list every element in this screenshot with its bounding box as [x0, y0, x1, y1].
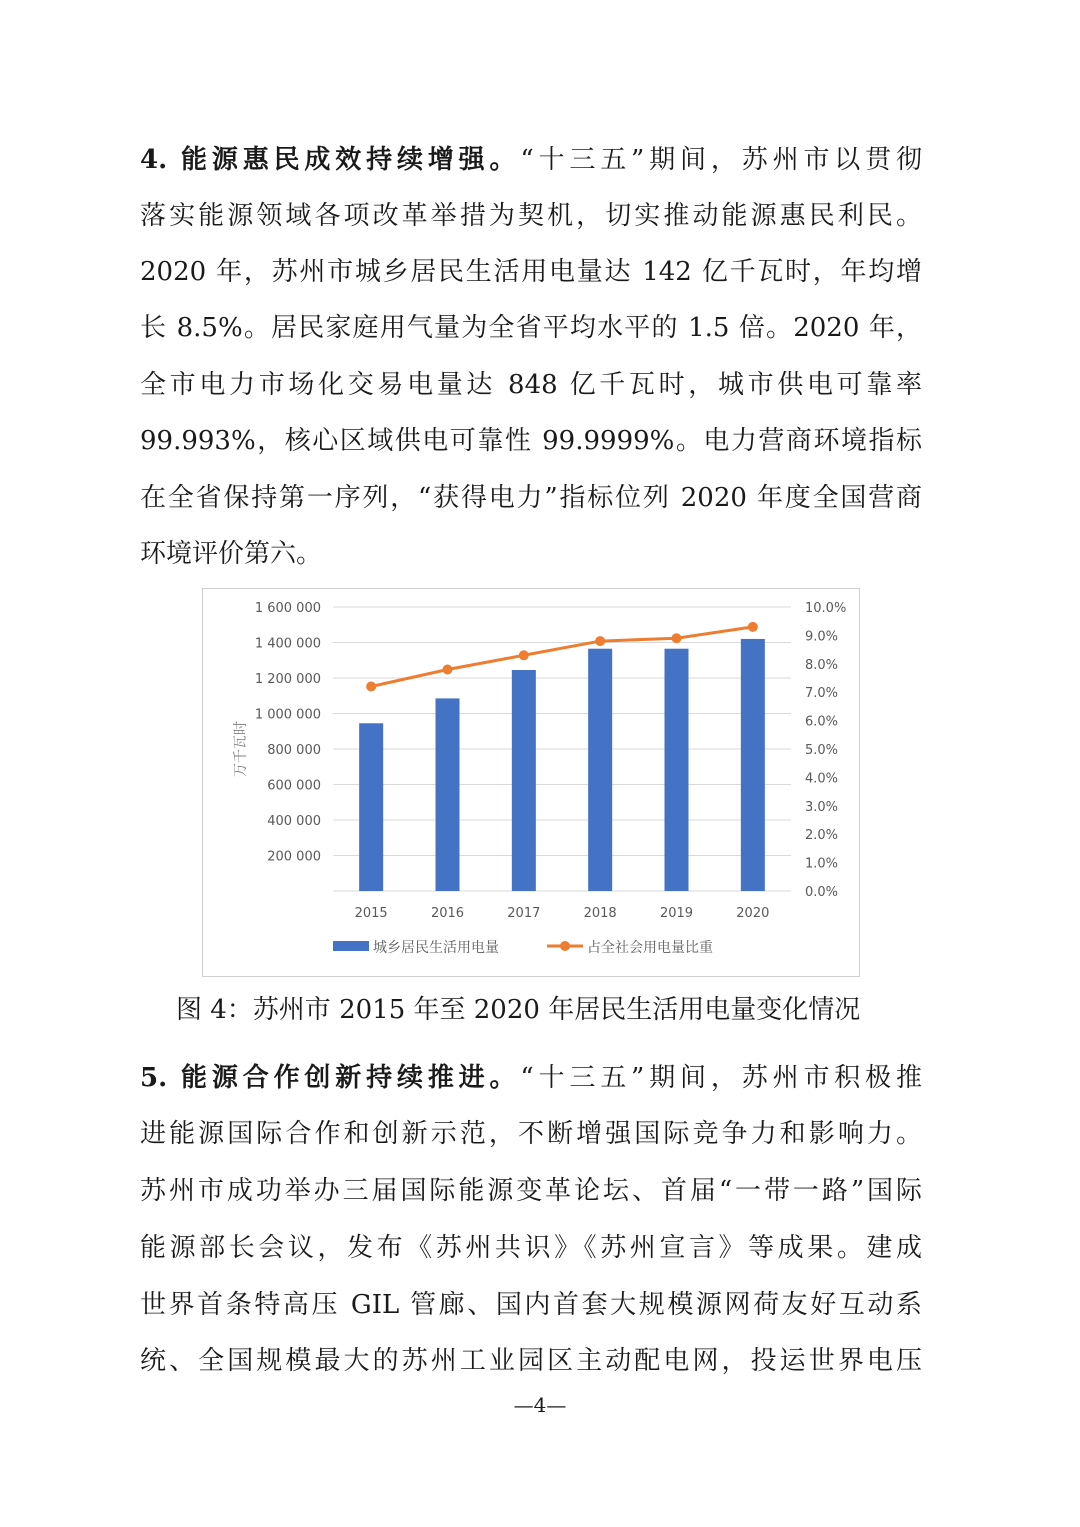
- text-line: 进能源国际合作和创新示范，不断增强国际竞争力和影响力。: [140, 1119, 922, 1149]
- bar: [665, 649, 689, 891]
- y2-tick-label: 3.0%: [805, 799, 839, 815]
- figure-caption: 图 4：苏州市 2015 年至 2020 年居民生活用电量变化情况: [176, 995, 861, 1025]
- y2-tick-label: 8.0%: [805, 657, 839, 673]
- page-number: —4—: [513, 1393, 567, 1417]
- y2-tick-label: 6.0%: [805, 714, 839, 730]
- x-tick-label: 2019: [659, 906, 694, 921]
- line-point: [366, 682, 376, 692]
- text-line: 落实能源领域各项改革举措为契机，切实推动能源惠民利民。: [140, 201, 922, 231]
- chart-canvas: [203, 589, 859, 976]
- text-line: 99.993%，核心区域供电可靠性 99.9999%。电力营商环境指标: [140, 426, 922, 456]
- text-line: 5. 能源合作创新持续推进。“十三五”期间，苏州市积极推: [140, 1063, 922, 1093]
- line-point: [519, 650, 529, 660]
- text-line: 长 8.5%。居民家庭用气量为全省平均水平的 1.5 倍。2020 年，: [140, 313, 922, 343]
- y-tick-label: 800 000: [267, 743, 321, 758]
- y2-tick-label: 1.0%: [805, 856, 839, 872]
- y2-tick-label: 2.0%: [805, 828, 839, 844]
- y-tick-label: 600 000: [267, 778, 321, 794]
- bar: [512, 670, 536, 891]
- bar: [741, 639, 765, 891]
- section-heading: 4. 能源惠民成效持续增强。: [140, 145, 521, 175]
- y2-tick-label: 7.0%: [805, 686, 839, 702]
- y-tick-label: 1 200 000: [254, 672, 321, 687]
- x-tick-label: 2018: [583, 906, 617, 921]
- text-line: 环境评价第六。: [140, 539, 323, 569]
- line-point: [443, 664, 453, 674]
- bar: [436, 698, 460, 891]
- legend-swatch-bar: [333, 941, 369, 951]
- text-line: 在全省保持第一序列，“获得电力”指标位列 2020 年度全国营商: [140, 483, 922, 513]
- bar: [359, 723, 383, 891]
- y2-tick-label: 0.0%: [805, 885, 839, 900]
- x-tick-label: 2015: [354, 906, 388, 921]
- y2-tick-label: 5.0%: [805, 743, 839, 758]
- line-point: [748, 622, 758, 632]
- y-tick-label: 200 000: [267, 849, 321, 865]
- text-line: 统、全国规模最大的苏州工业园区主动配电网，投运世界电压: [140, 1346, 922, 1376]
- line-point: [672, 633, 682, 643]
- legend-label: 城乡居民生活用电量: [373, 940, 499, 956]
- x-tick-label: 2016: [430, 906, 465, 921]
- text-line: 4. 能源惠民成效持续增强。“十三五”期间，苏州市以贯彻: [140, 145, 922, 175]
- y2-tick-label: 10.0%: [805, 601, 847, 616]
- text-line: 苏州市成功举办三届国际能源变革论坛、首届“一带一路”国际: [140, 1176, 922, 1206]
- text-line: 能源部长会议，发布《苏州共识》《苏州宣言》等成果。建成: [140, 1233, 922, 1263]
- text-line: 世界首条特高压 GIL 管廊、国内首套大规模源网荷友好互动系: [140, 1290, 922, 1320]
- electricity-consumption-chart: [202, 588, 860, 977]
- y-tick-label: 1 600 000: [254, 601, 321, 616]
- bar: [588, 649, 612, 891]
- x-tick-label: 2017: [507, 906, 541, 921]
- y-axis-label: 万千瓦时: [233, 721, 249, 777]
- text-line: 全市电力市场化交易电量达 848 亿千瓦时，城市供电可靠率: [140, 370, 922, 400]
- y-tick-label: 400 000: [267, 814, 321, 829]
- legend-label: 占全社会用电量比重: [587, 940, 713, 956]
- y2-tick-label: 9.0%: [805, 629, 839, 645]
- y-tick-label: 1 400 000: [254, 636, 321, 652]
- y-tick-label: 1 000 000: [254, 707, 321, 723]
- line-point: [595, 636, 605, 646]
- text-line: 2020 年，苏州市城乡居民生活用电量达 142 亿千瓦时，年均增: [140, 257, 922, 287]
- section-heading: 5. 能源合作创新持续推进。: [140, 1063, 521, 1093]
- legend-marker: [560, 941, 570, 951]
- y2-tick-label: 4.0%: [805, 771, 839, 787]
- x-tick-label: 2020: [736, 906, 770, 921]
